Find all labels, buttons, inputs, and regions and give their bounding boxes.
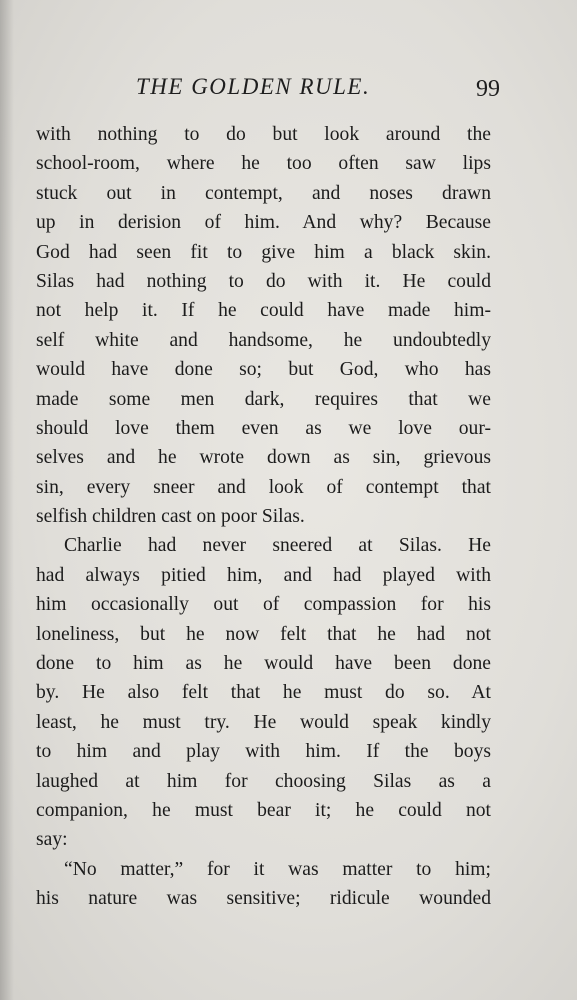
text-line: companion, he must bear it; he could not bbox=[36, 799, 491, 821]
text-line: his nature was sensitive; ridicule wounded bbox=[36, 888, 491, 910]
text-line: made some men dark, requires that we bbox=[36, 388, 491, 410]
paragraph-end-line: selfish children cast on poor Silas. bbox=[36, 506, 305, 528]
page-gutter-shadow bbox=[0, 0, 14, 1000]
text-line: stuck out in contempt, and noses drawn bbox=[36, 182, 491, 204]
text-line: would have done so; but God, who has bbox=[36, 359, 491, 381]
text-line: self white and handsome, he undoubtedly bbox=[36, 329, 491, 351]
text-line: to him and play with him. If the boys bbox=[36, 741, 491, 763]
text-line: selves and he wrote down as sin, grievous bbox=[36, 447, 491, 469]
page-number: 99 bbox=[476, 76, 500, 102]
text-line: by. He also felt that he must do so. At bbox=[36, 682, 491, 704]
page-header bbox=[60, 74, 500, 108]
text-line: loneliness, but he now felt that he had not bbox=[36, 623, 491, 645]
paragraph-end-line: say: bbox=[36, 829, 68, 851]
text-line: least, he must try. He would speak kindly bbox=[36, 711, 491, 733]
text-line: Silas had nothing to do with it. He could bbox=[36, 270, 491, 292]
text-line: not help it. If he could have made him- bbox=[36, 300, 491, 322]
text-line: with nothing to do but look around the bbox=[36, 124, 491, 145]
text-line: sin, every sneer and look of contempt that bbox=[36, 476, 491, 498]
paragraph-start-line: Charlie had never sneered at Silas. He bbox=[64, 535, 491, 557]
text-line: had always pitied him, and had played with bbox=[36, 564, 491, 586]
running-title: THE GOLDEN RULE. bbox=[136, 74, 371, 99]
text-line: him occasionally out of compassion for his bbox=[36, 594, 491, 616]
text-line: laughed at him for choosing Silas as a bbox=[36, 770, 491, 792]
text-line: up in derision of him. And why? Because bbox=[36, 212, 491, 234]
text-line: done to him as he would have been done bbox=[36, 653, 491, 675]
text-line: God had seen fit to give him a black skin. bbox=[36, 241, 491, 263]
text-line: should love them even as we love our- bbox=[36, 417, 491, 439]
paragraph-start-line: “No matter,” for it was matter to him; bbox=[64, 858, 491, 880]
body-text bbox=[36, 120, 491, 914]
text-line: school-room, where he too often saw lips bbox=[36, 153, 491, 175]
